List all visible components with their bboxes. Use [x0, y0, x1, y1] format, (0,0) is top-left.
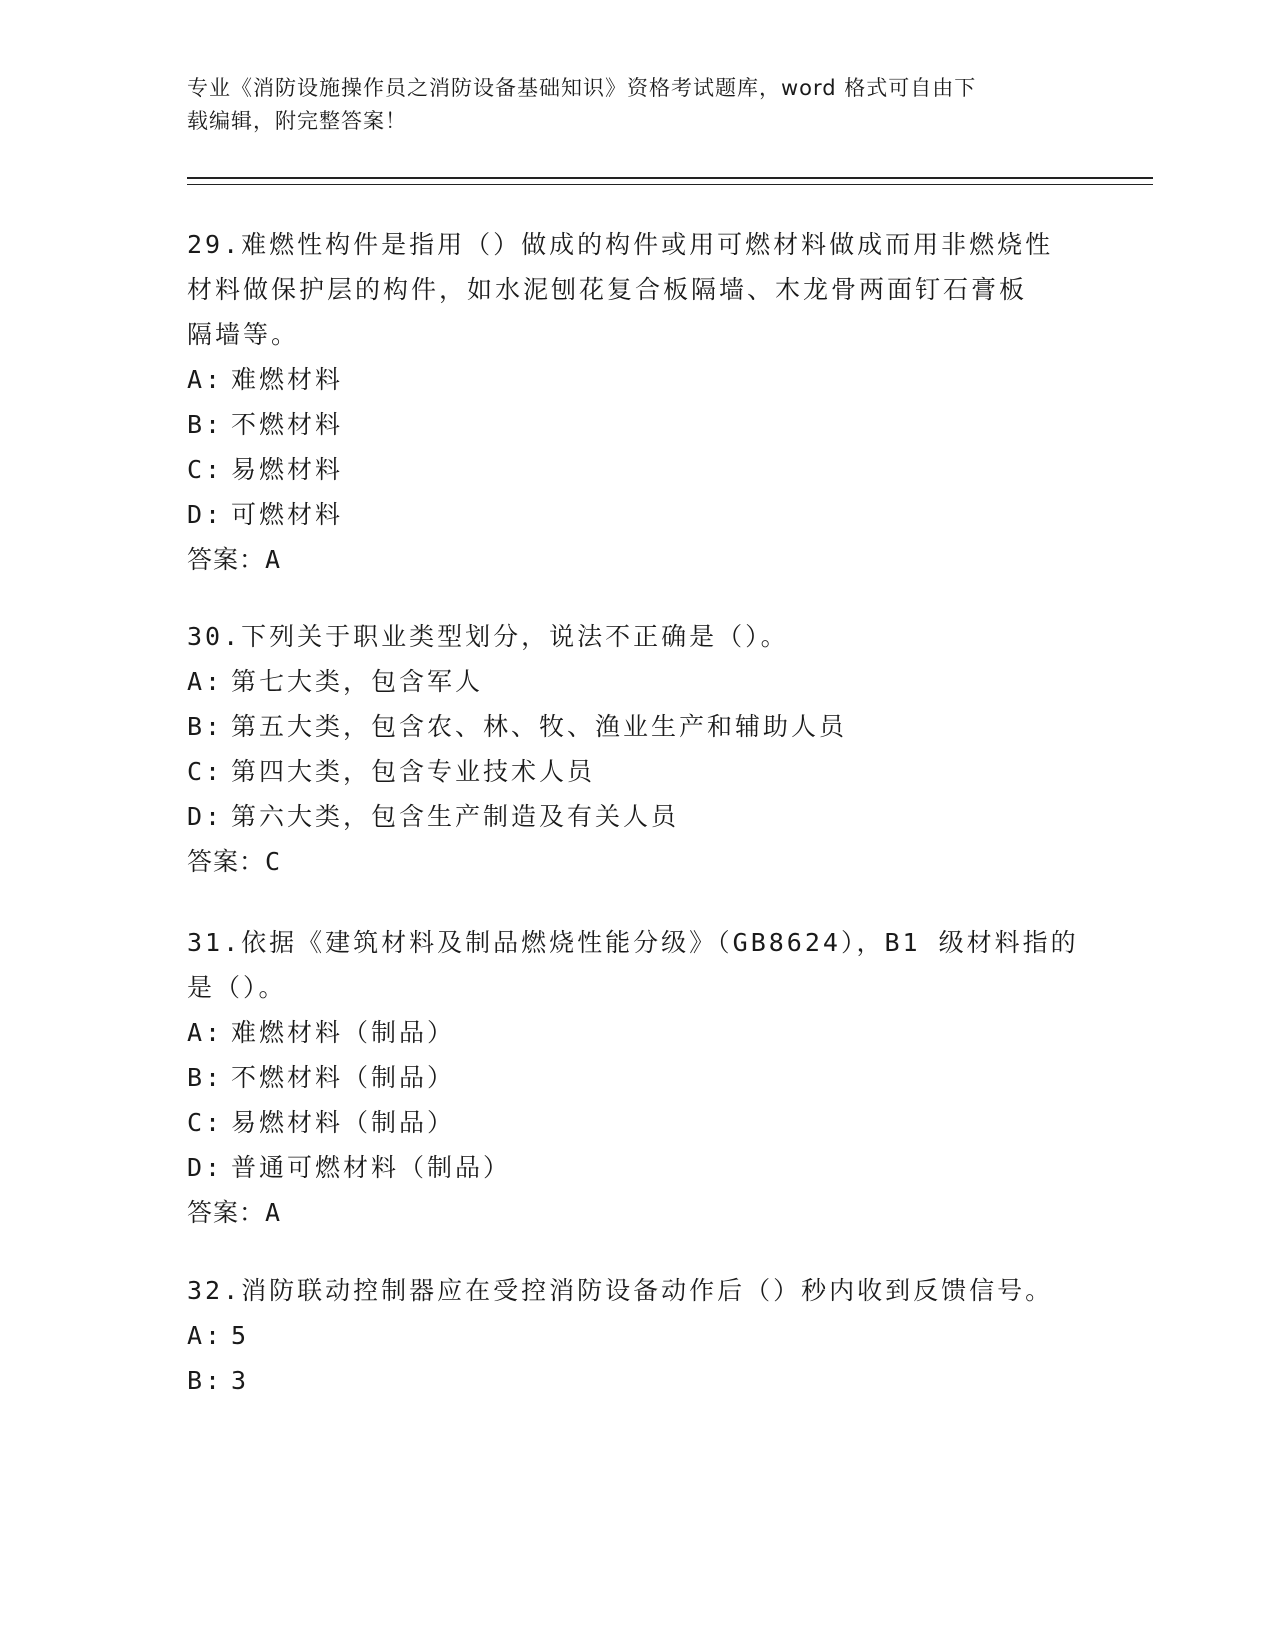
question-32: [187, 1268, 1087, 1403]
question-stem-line: 30.下列关于职业类型划分，说法不正确是（）。: [187, 622, 789, 651]
option-letter: A:: [187, 1321, 224, 1350]
option-text: 第四大类，包含专业技术人员: [231, 757, 596, 786]
answer-line: [187, 839, 1087, 885]
option-d: [187, 1145, 1087, 1190]
question-30: [187, 614, 1087, 885]
option-b: [187, 1358, 1087, 1403]
option-letter: D:: [187, 1153, 224, 1182]
option-letter: A:: [187, 365, 224, 394]
option-letter: C:: [187, 757, 224, 786]
option-text: 第六大类，包含生产制造及有关人员: [231, 802, 680, 831]
option-c: [187, 749, 1087, 794]
question-stem-line: 是（）。: [187, 973, 287, 1002]
answer-line: [187, 537, 1087, 583]
intro-line-1: 专业《消防设施操作员之消防设备基础知识》资格考试题库，word 格式可自由下: [187, 76, 977, 100]
answer-value: A: [265, 1198, 282, 1227]
option-d: [187, 794, 1087, 839]
option-letter: A:: [187, 1018, 224, 1047]
intro-line-2: 载编辑，附完整答案！: [187, 109, 407, 133]
option-a: [187, 1313, 1087, 1358]
option-a: [187, 659, 1087, 704]
answer-value: C: [265, 847, 282, 876]
option-b: [187, 704, 1087, 749]
answer-line: [187, 1190, 1087, 1236]
document-intro: [187, 72, 1067, 138]
question-stem-line: 材料做保护层的构件，如水泥刨花复合板隔墙、木龙骨两面钉石膏板: [187, 275, 1028, 304]
option-text: 不燃材料: [231, 410, 344, 439]
option-text: 5: [231, 1321, 250, 1350]
option-b: [187, 402, 1087, 447]
option-letter: B:: [187, 712, 224, 741]
option-text: 难燃材料（制品）: [231, 1018, 456, 1047]
question-stem-line: 32.消防联动控制器应在受控消防设备动作后（）秒内收到反馈信号。: [187, 1276, 1054, 1305]
header-divider: [187, 177, 1153, 185]
question-stem-line: 29.难燃性构件是指用（）做成的构件或用可燃材料做成而用非燃烧性: [187, 230, 1054, 259]
question-stem-line: 31.依据《建筑材料及制品燃烧性能分级》（GB8624），B1 级材料指的: [187, 928, 1079, 957]
option-letter: D:: [187, 500, 224, 529]
option-letter: A:: [187, 667, 224, 696]
option-letter: C:: [187, 1108, 224, 1137]
option-text: 3: [231, 1366, 250, 1395]
option-c: [187, 1100, 1087, 1145]
question-29: [187, 222, 1087, 583]
option-b: [187, 1055, 1087, 1100]
option-text: 易燃材料（制品）: [231, 1108, 456, 1137]
answer-label: 答案：: [187, 1198, 266, 1227]
option-a: [187, 357, 1087, 402]
option-letter: B:: [187, 1366, 224, 1395]
answer-value: A: [265, 545, 282, 574]
option-c: [187, 447, 1087, 492]
question-stem-line: 隔墙等。: [187, 320, 300, 349]
option-d: [187, 492, 1087, 537]
answer-label: 答案：: [187, 847, 266, 876]
option-text: 第七大类，包含军人: [231, 667, 484, 696]
question-31: [187, 920, 1087, 1236]
option-letter: D:: [187, 802, 224, 831]
option-text: 普通可燃材料（制品）: [231, 1153, 512, 1182]
answer-label: 答案：: [187, 545, 266, 574]
option-text: 易燃材料: [231, 455, 344, 484]
option-letter: B:: [187, 410, 224, 439]
option-letter: C:: [187, 455, 224, 484]
option-text: 不燃材料（制品）: [231, 1063, 456, 1092]
option-text: 难燃材料: [231, 365, 344, 394]
option-letter: B:: [187, 1063, 224, 1092]
option-a: [187, 1010, 1087, 1055]
option-text: 可燃材料: [231, 500, 344, 529]
option-text: 第五大类，包含农、林、牧、渔业生产和辅助人员: [231, 712, 848, 741]
